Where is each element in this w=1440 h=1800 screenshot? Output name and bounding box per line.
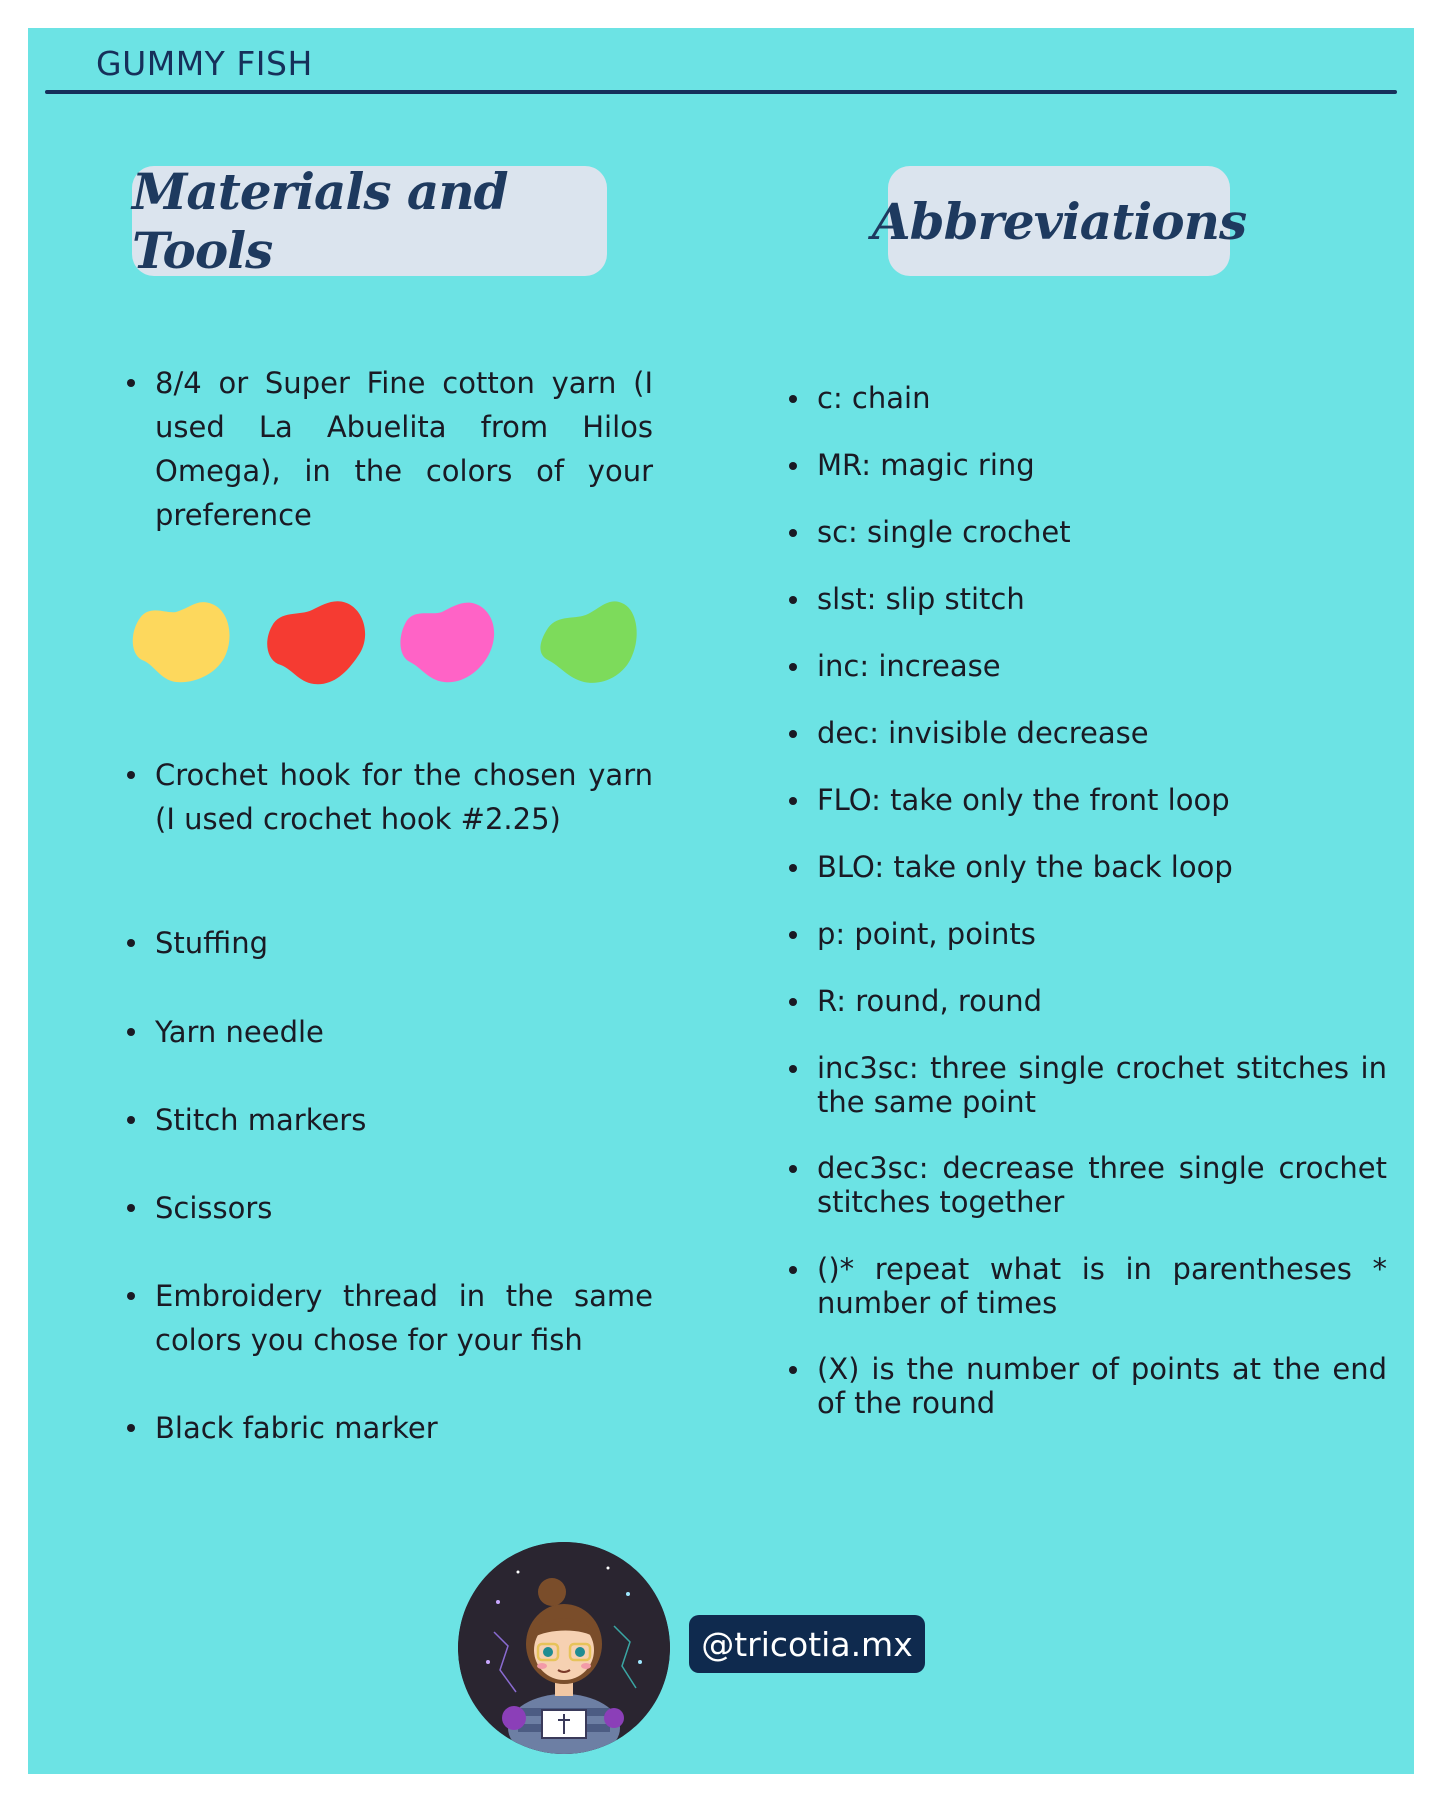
list-item: c: chain bbox=[817, 381, 1387, 415]
green-blob-icon bbox=[538, 598, 638, 688]
list-item: BLO: take only the back loop bbox=[817, 850, 1387, 884]
list-item: (X) is the number of points at the end of the round bbox=[817, 1352, 1387, 1420]
yarn-color-swatches bbox=[132, 598, 672, 698]
list-item: Stuffing bbox=[155, 921, 653, 965]
list-item: Embroidery thread in the same colors you chose for your fish bbox=[155, 1274, 653, 1362]
abbreviations-heading: Abbreviations bbox=[888, 166, 1230, 276]
list-item: Crochet hook for the chosen yarn (I used crochet hook #2.25) bbox=[155, 753, 653, 841]
list-item: inc: increase bbox=[817, 649, 1387, 683]
list-item: dec3sc: decrease three single crochet stitches together bbox=[817, 1151, 1387, 1219]
list-item: R: round, round bbox=[817, 984, 1387, 1018]
list-item: p: point, points bbox=[817, 917, 1387, 951]
list-item: ()* repeat what is in parentheses * number of times bbox=[817, 1252, 1387, 1320]
pattern-page bbox=[28, 28, 1414, 1774]
list-item: Scissors bbox=[155, 1186, 653, 1230]
list-item: 8/4 or Super Fine cotton yarn (I used La Abuelita from Hilos Omega), in the colors of your preference bbox=[155, 361, 653, 537]
title-divider bbox=[45, 90, 1397, 94]
crochet-girl-avatar-icon bbox=[458, 1542, 670, 1754]
materials-heading: Materials and Tools bbox=[132, 166, 607, 276]
yellow-blob-icon bbox=[132, 598, 232, 688]
list-item: Yarn needle bbox=[155, 1010, 653, 1054]
list-item: sc: single crochet bbox=[817, 515, 1387, 549]
list-item: FLO: take only the front loop bbox=[817, 783, 1387, 817]
social-handle-badge[interactable]: @tricotia.mx bbox=[689, 1615, 925, 1673]
list-item: inc3sc: three single crochet stitches in the same point bbox=[817, 1051, 1387, 1119]
pink-blob-icon bbox=[398, 598, 498, 688]
page-title: GUMMY FISH bbox=[96, 44, 313, 83]
list-item: dec: invisible decrease bbox=[817, 716, 1387, 750]
list-item: MR: magic ring bbox=[817, 448, 1387, 482]
list-item: Stitch markers bbox=[155, 1098, 653, 1142]
red-blob-icon bbox=[266, 598, 366, 688]
list-item: Black fabric marker bbox=[155, 1406, 653, 1450]
list-item: slst: slip stitch bbox=[817, 582, 1387, 616]
